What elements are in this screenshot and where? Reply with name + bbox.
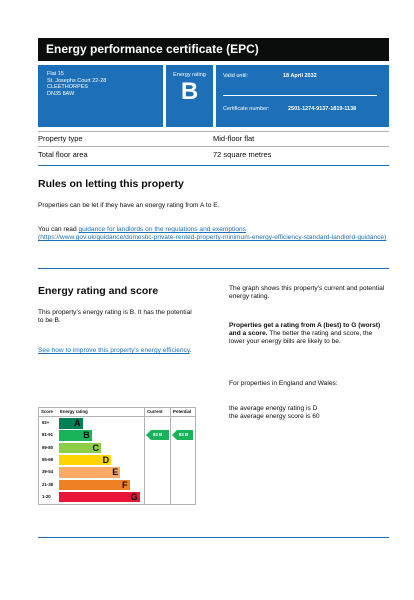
energy-rating-box	[166, 65, 213, 127]
band-bar	[59, 455, 111, 466]
band-letter: A	[74, 418, 81, 428]
header-energy-rating: Energy rating	[60, 409, 88, 414]
band-bar	[59, 443, 101, 454]
letting-guidance-paragraph	[38, 226, 389, 242]
property-type-label: Property type	[38, 134, 83, 143]
band-bar	[59, 480, 130, 491]
band-range: 1-20	[42, 493, 51, 499]
epc-rating-chart	[38, 407, 196, 505]
band-range: 55-68	[42, 456, 53, 462]
address-line: St. Josephs Court 22-28	[47, 77, 107, 84]
certificate-label: Certificate number:	[223, 106, 270, 112]
band-e	[40, 467, 144, 478]
page-title: Energy performance certificate (EPC)	[38, 38, 389, 61]
letting-paragraph: Properties can be let if they have an energy rating from A to E.	[38, 202, 220, 209]
band-range: 81-91	[42, 432, 53, 438]
band-f	[40, 480, 144, 491]
band-bar	[59, 467, 120, 478]
divider	[38, 146, 389, 147]
band-range: 39-54	[42, 469, 53, 475]
energy-rating-letter: B	[180, 78, 199, 105]
improve-link-suffix: .	[189, 347, 192, 354]
letting-heading: Rules on letting this property	[38, 178, 184, 190]
band-c	[40, 443, 144, 454]
band-letter: C	[92, 442, 99, 453]
valid-until-date: 18 April 2032	[283, 73, 317, 79]
band-g	[40, 492, 144, 503]
band-bar	[59, 492, 140, 503]
band-a	[40, 418, 144, 429]
band-d	[40, 455, 144, 466]
rating-explanation-rest: The better the rating and score, the lower your energy bills are likely to be.	[229, 330, 373, 346]
address-box	[38, 65, 163, 127]
floor-area-label: Total floor area	[38, 150, 88, 159]
band-b	[40, 430, 144, 441]
chart-column-divider	[170, 408, 171, 504]
energy-rating-label: Energy rating	[173, 72, 206, 78]
validity-box	[216, 65, 389, 127]
chart-header-divider	[39, 416, 195, 417]
address-line: Flat 15	[47, 71, 64, 77]
floor-area-value: 72 square metres	[213, 150, 272, 159]
guidance-prefix: You can read	[38, 226, 79, 233]
certificate-number: 2501-1274-9137-1819-1138	[288, 106, 357, 112]
band-letter: F	[122, 479, 128, 490]
band-range: 92+	[42, 420, 50, 425]
average-score-text: the average energy score is 60	[229, 413, 320, 420]
band-letter: E	[112, 467, 119, 478]
band-bar	[59, 430, 92, 441]
divider	[223, 95, 377, 96]
property-type-value: Mid-floor flat	[213, 134, 255, 143]
certificate-row	[223, 106, 383, 112]
graph-description: The graph shows this property's current and potential energy rating.	[229, 285, 385, 301]
band-letter: B	[83, 430, 90, 441]
band-letter: G	[130, 491, 138, 502]
address-line: DN35 8AW	[47, 90, 75, 97]
rating-explanation	[229, 322, 389, 347]
guidance-link[interactable]: guidance for landlords on the regulations and exemptions	[78, 226, 246, 233]
improve-efficiency-link[interactable]: See how to improve this property's energy efficiency	[38, 347, 190, 354]
header-score: Score	[41, 409, 53, 414]
valid-until-label: Valid until:	[223, 73, 248, 79]
divider	[38, 131, 389, 132]
band-range: 69-80	[42, 444, 53, 450]
score-paragraph: This property's energy rating is B. It has the potential to be B.	[38, 309, 192, 325]
section-divider	[38, 268, 389, 269]
section-divider	[38, 165, 389, 166]
potential-rating-arrow: 83 B	[177, 430, 193, 440]
chart-column-divider	[144, 408, 145, 504]
region-text: For properties in England and Wales:	[229, 380, 338, 387]
header-potential: Potential	[173, 409, 192, 414]
band-bar	[59, 418, 83, 429]
address-line: CLEETHORPES	[47, 84, 88, 91]
average-rating-text: the average energy rating is D	[229, 405, 318, 412]
guidance-url-link[interactable]: (https://www.gov.uk/guidance/domestic-private-rented-property-minimum-energy-efficiency-standard-landlord-guidance)	[38, 234, 387, 242]
header-current: Current	[147, 409, 163, 414]
improve-paragraph	[38, 347, 198, 355]
current-rating-arrow: 83 B	[151, 430, 169, 440]
valid-until-row	[223, 73, 383, 79]
band-letter: D	[102, 454, 110, 465]
score-heading: Energy rating and score	[38, 285, 159, 297]
band-range: 21-38	[42, 481, 53, 487]
rating-explanation-bold: Properties get a rating from A (best) to G (worst) and a score.	[229, 322, 381, 338]
section-divider	[38, 537, 389, 538]
